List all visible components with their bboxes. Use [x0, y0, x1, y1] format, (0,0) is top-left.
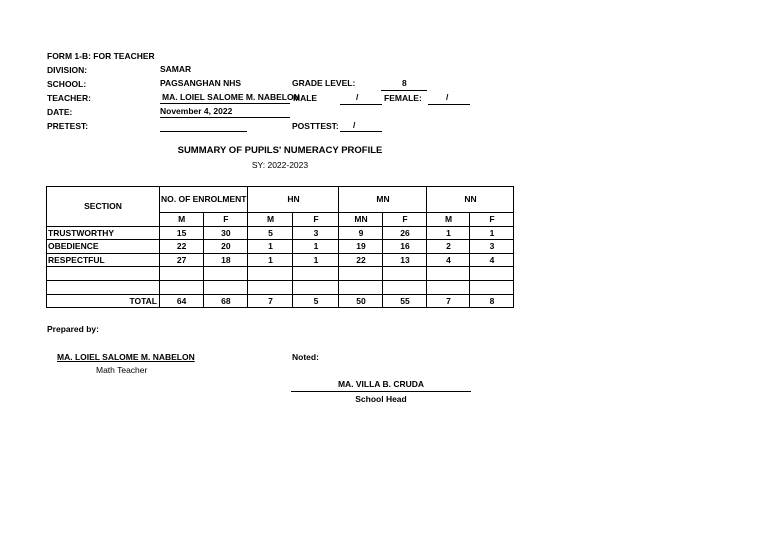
subheader-cell: F: [470, 213, 514, 227]
section-name: TRUSTWORTHY: [47, 226, 160, 240]
value-cell: 22: [339, 253, 383, 267]
teacher-value: MA. LOIEL SALOME M. NABELON: [162, 92, 300, 102]
mn-header: MN: [339, 187, 427, 213]
table-header-row: [47, 187, 514, 213]
value-cell: 1: [470, 226, 514, 240]
total-cell: 7: [248, 294, 293, 308]
grade-level-label: GRADE LEVEL:: [292, 78, 356, 88]
male-label: MALE: [293, 93, 318, 103]
total-row: [47, 294, 514, 308]
female-value: /: [446, 92, 449, 102]
value-cell: 26: [383, 226, 427, 240]
value-cell: 18: [204, 253, 248, 267]
value-cell: 22: [160, 240, 204, 254]
subheader-cell: M: [248, 213, 293, 227]
division-label: DIVISION:: [47, 65, 88, 75]
teacher-underline: [160, 103, 290, 104]
male-underline: [340, 104, 382, 105]
subheader-cell: F: [204, 213, 248, 227]
value-cell: 4: [427, 253, 470, 267]
table-row-empty: [47, 267, 514, 281]
preparer-role: Math Teacher: [96, 365, 148, 375]
value-cell: 5: [248, 226, 293, 240]
table-row: [47, 226, 514, 240]
value-cell: 3: [293, 226, 339, 240]
value-cell: 1: [293, 253, 339, 267]
date-value: November 4, 2022: [160, 106, 233, 116]
subheader-cell: MN: [339, 213, 383, 227]
pretest-label: PRETEST:: [47, 121, 89, 131]
nn-header: NN: [427, 187, 514, 213]
form-title: FORM 1-B: FOR TEACHER: [47, 51, 155, 61]
value-cell: 30: [204, 226, 248, 240]
school-value: PAGSANGHAN NHS: [160, 78, 242, 88]
preparer-name: MA. LOIEL SALOME M. NABELON: [57, 352, 195, 362]
pretest-underline: [160, 131, 247, 132]
total-cell: 7: [427, 294, 470, 308]
numeracy-summary-table: [46, 186, 514, 308]
value-cell: 4: [470, 253, 514, 267]
value-cell: 3: [470, 240, 514, 254]
posttest-value: /: [353, 120, 356, 130]
section-name: OBEDIENCE: [47, 240, 160, 254]
table-row: [47, 253, 514, 267]
grade-level-underline: [381, 90, 427, 91]
division-value: SAMAR: [160, 64, 192, 74]
hn-header: HN: [248, 187, 339, 213]
value-cell: 19: [339, 240, 383, 254]
value-cell: 27: [160, 253, 204, 267]
value-cell: 1: [248, 240, 293, 254]
posttest-label: POSTTEST:: [292, 121, 339, 131]
school-label: SCHOOL:: [47, 79, 87, 89]
value-cell: 2: [427, 240, 470, 254]
school-head-name: MA. VILLA B. CRUDA: [337, 379, 425, 389]
value-cell: 9: [339, 226, 383, 240]
report-title: SUMMARY OF PUPILS' NUMERACY PROFILE: [177, 145, 383, 156]
signature-line: [291, 391, 471, 392]
posttest-underline: [340, 131, 382, 132]
date-underline: [160, 117, 290, 118]
school-head-role: School Head: [355, 394, 407, 404]
prepared-by-label: Prepared by:: [47, 324, 99, 334]
value-cell: 16: [383, 240, 427, 254]
value-cell: 1: [248, 253, 293, 267]
total-cell: 5: [293, 294, 339, 308]
table-row-empty: [47, 280, 514, 294]
female-underline: [428, 104, 470, 105]
section-name: RESPECTFUL: [47, 253, 160, 267]
table-row: [47, 240, 514, 254]
enrolment-header: NO. OF ENROLMENT: [160, 187, 248, 213]
value-cell: 1: [427, 226, 470, 240]
subheader-cell: F: [383, 213, 427, 227]
value-cell: 1: [293, 240, 339, 254]
value-cell: 13: [383, 253, 427, 267]
value-cell: 15: [160, 226, 204, 240]
male-value: /: [356, 92, 359, 102]
subheader-cell: M: [160, 213, 204, 227]
noted-label: Noted:: [292, 352, 319, 362]
female-label: FEMALE:: [384, 93, 422, 103]
grade-level-value: 8: [402, 78, 407, 88]
total-cell: 64: [160, 294, 204, 308]
teacher-label: TEACHER:: [47, 93, 91, 103]
section-header: SECTION: [47, 187, 160, 227]
total-cell: 50: [339, 294, 383, 308]
total-cell: 8: [470, 294, 514, 308]
subheader-cell: M: [427, 213, 470, 227]
school-year: SY: 2022-2023: [251, 160, 309, 170]
total-label: TOTAL: [47, 294, 160, 308]
subheader-cell: F: [293, 213, 339, 227]
date-label: DATE:: [47, 107, 73, 117]
total-cell: 68: [204, 294, 248, 308]
value-cell: 20: [204, 240, 248, 254]
total-cell: 55: [383, 294, 427, 308]
